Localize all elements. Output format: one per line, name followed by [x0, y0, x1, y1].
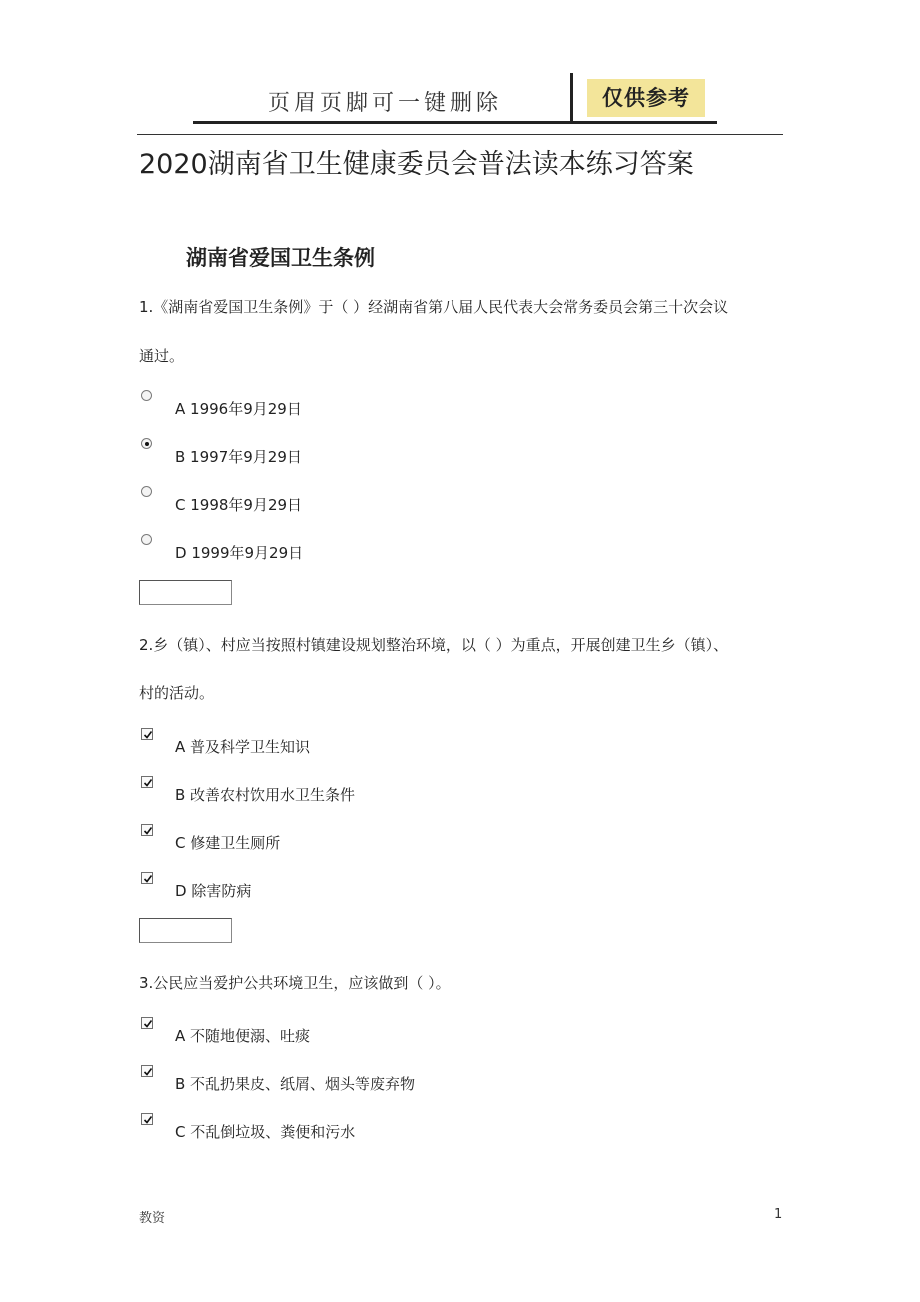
q1-option-b-label: B 1997年9月29日: [175, 448, 302, 466]
checkmark-icon: [142, 729, 154, 741]
q2-option-a-checkbox[interactable]: [141, 728, 153, 740]
q2-option-c-label: C 修建卫生厕所: [175, 834, 281, 852]
q2-option-b-label: B 改善农村饮用水卫生条件: [175, 786, 356, 804]
checkmark-icon: [142, 825, 154, 837]
q3-option-b-checkbox[interactable]: [141, 1065, 153, 1077]
q2-option-a-label: A 普及科学卫生知识: [175, 738, 311, 756]
header-rule-thick: [193, 121, 717, 124]
q1-option-d-radio[interactable]: [141, 534, 152, 545]
q1-option-c-radio[interactable]: [141, 486, 152, 497]
q3-option-a-label: A 不随地便溺、吐痰: [175, 1027, 311, 1045]
q1-option-b-radio[interactable]: [141, 438, 152, 449]
q1-answer-box[interactable]: [139, 580, 232, 605]
checkmark-icon: [142, 777, 154, 789]
q2-answer-box[interactable]: [139, 918, 232, 943]
header-rule-thin: [137, 134, 783, 135]
q2-option-d-checkbox[interactable]: [141, 872, 153, 884]
question-1-text: 1.《湖南省爱国卫生条例》于（ ）经湖南省第八届人民代表大会常务委员会第三十次会议: [139, 298, 729, 316]
checkmark-icon: [142, 1066, 154, 1078]
question-3-text: 3.公民应当爱护公共环境卫生，应该做到（ ）。: [139, 974, 451, 992]
q3-option-c-label: C 不乱倒垃圾、粪便和污水: [175, 1123, 356, 1141]
question-2-text: 2.乡（镇）、村应当按照村镇建设规划整治环境，以（ ）为重点，开展创建卫生乡（镇）、: [139, 636, 729, 654]
q1-option-a-label: A 1996年9月29日: [175, 400, 302, 418]
q1-option-c-label: C 1998年9月29日: [175, 496, 303, 514]
header-badge: 仅供参考: [587, 79, 705, 117]
q2-option-c-checkbox[interactable]: [141, 824, 153, 836]
checkmark-icon: [142, 1114, 154, 1126]
section-title: 湖南省爱国卫生条例: [186, 246, 375, 270]
q3-option-c-checkbox[interactable]: [141, 1113, 153, 1125]
q3-option-a-checkbox[interactable]: [141, 1017, 153, 1029]
question-1-text-cont: 通过。: [139, 347, 185, 365]
header-text: 页眉页脚可一键删除: [268, 91, 503, 116]
checkmark-icon: [142, 873, 154, 885]
q1-option-d-label: D 1999年9月29日: [175, 544, 304, 562]
q1-option-a-radio[interactable]: [141, 390, 152, 401]
document-title: 2020湖南省卫生健康委员会普法读本练习答案: [139, 149, 694, 180]
q3-option-b-label: B 不乱扔果皮、纸屑、烟头等废弃物: [175, 1075, 416, 1093]
q2-option-b-checkbox[interactable]: [141, 776, 153, 788]
checkmark-icon: [142, 1018, 154, 1030]
q2-option-d-label: D 除害防病: [175, 882, 252, 900]
page-number: 1: [774, 1207, 783, 1222]
header-divider: [570, 73, 573, 121]
question-2-text-cont: 村的活动。: [139, 684, 215, 702]
footer-label: 教资: [139, 1211, 166, 1226]
